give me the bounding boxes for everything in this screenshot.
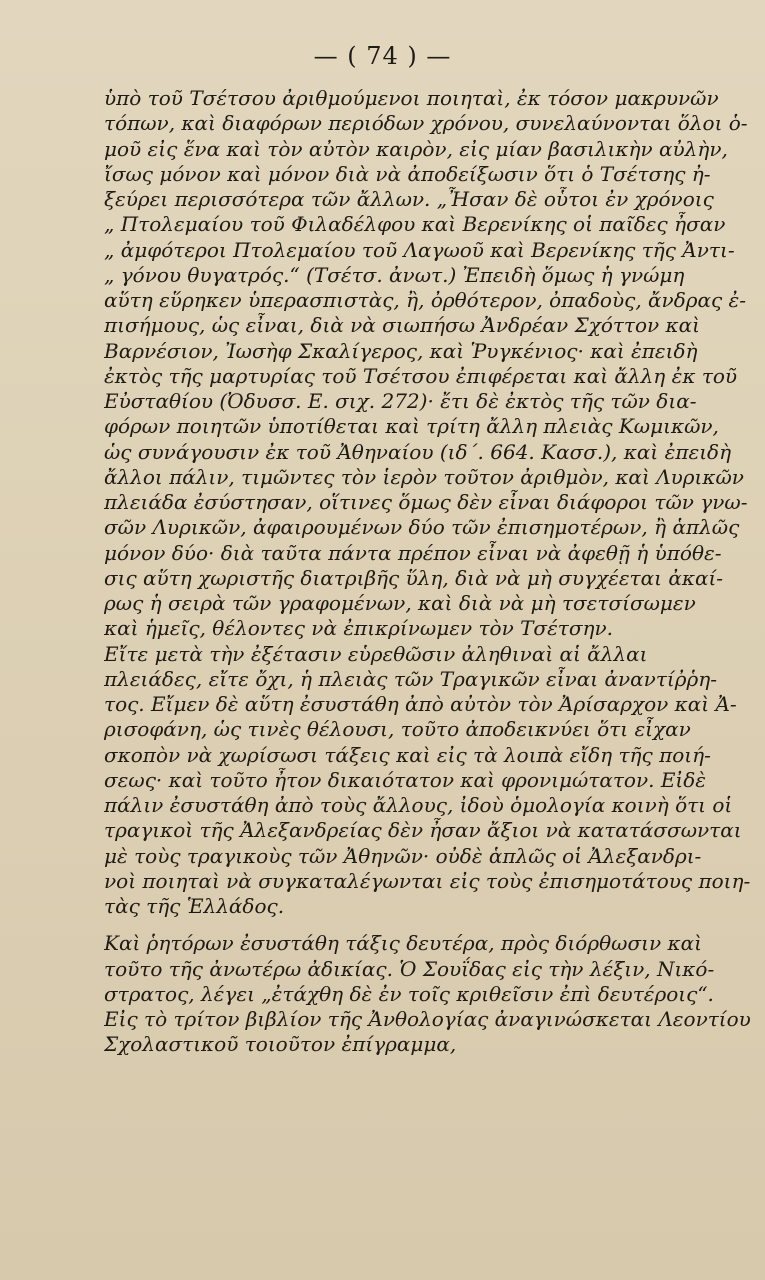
- text-line-21: ρως ἡ σειρὰ τῶν γραφομένων, καὶ διὰ νὰ μὴ τσετσίσωμεν: [104, 591, 696, 615]
- text-line-14: φόρων ποιητῶν ὑποτίθεται καὶ τρίτη ἄλλη πλειὰς Κωμικῶν,: [104, 414, 719, 439]
- text-line-30: τραγικοὶ τῆς Ἀλεξανδρείας δὲν ἦσαν ἄξιοι νὰ κατατάσσωνται: [104, 818, 742, 843]
- text-line-31: μὲ τοὺς τραγικοὺς τῶν Ἀθηνῶν· οὐδὲ ἁπλῶς οἱ Ἀλεξανδρι-: [104, 843, 702, 868]
- text-line-2: τόπων, καὶ διαφόρων περιόδων χρόνου, συνελαύνονται ὅλοι ὁ-: [104, 111, 748, 136]
- text-line-9: αὕτη εὕρηκεν ὑπερασπιστὰς, ἢ, ὀρθότερον, ὀπαδοὺς, ἄνδρας ἐ-: [104, 288, 747, 312]
- text-line-6: „ Πτολεμαίου τοῦ Φιλαδέλφου καὶ Βερενίκης οἱ παῖδες ἦσαν: [104, 212, 726, 237]
- text-line-33: τὰς τῆς Ἑλλάδος.: [104, 894, 285, 918]
- text-line-24: πλειάδες, εἴτε ὄχι, ἡ πλειὰς τῶν Τραγικῶν εἶναι ἀναντίῤῥη-: [104, 666, 717, 691]
- text-line-17: πλειάδα ἐσύστησαν, οἵτινες ὅμως δὲν εἶναι διάφοροι τῶν γνω-: [104, 490, 748, 514]
- text-line-23: Εἴτε μετὰ τὴν ἐξέτασιν εὑρεθῶσιν ἀληθιναὶ αἱ ἄλλαι: [104, 641, 648, 666]
- text-line-34: Καὶ ῥητόρων ἐσυστάθη τάξις δευτέρα, πρὸς διόρθωσιν καὶ: [104, 931, 702, 956]
- text-line-1: ὑπὸ τοῦ Τσέτσου ἀριθμούμενοι ποιηταὶ, ἐκ τόσον μακρυνῶν: [104, 86, 719, 110]
- text-line-12: ἐκτὸς τῆς μαρτυρίας τοῦ Τσέτσου ἐπιφέρεται καὶ ἄλλη ἐκ τοῦ: [104, 363, 738, 388]
- text-line-35: τοῦτο τῆς ἀνωτέρω ἀδικίας. Ὁ Σουΐδας εἰς τὴν λέξιν, Νικό-: [104, 956, 715, 981]
- page-number: — ( 74 ) —: [313, 42, 452, 70]
- text-line-8: „ γόνου θυγατρός.“ (Τσέτσ. ἀνωτ.) Ἐπειδὴ ὅμως ἡ γνώμη: [104, 262, 685, 287]
- text-line-19: μόνον δύο· διὰ ταῦτα πάντα πρέπον εἶναι νὰ ἀφεθῇ ἡ ὑπόθε-: [104, 540, 722, 565]
- text-line-18: σῶν Λυρικῶν, ἀφαιρουμένων δύο τῶν ἐπισημοτέρων, ἢ ἁπλῶς: [104, 515, 740, 540]
- text-line-36: στρατος, λέγει „ἐτάχθη δὲ ἐν τοῖς κριθεῖσιν ἐπὶ δευτέροις“.: [104, 981, 714, 1006]
- text-line-26: ρισοφάνη, ὡς τινὲς θέλουσι, τοῦτο ἀποδεικνύει ὅτι εἶχαν: [104, 717, 691, 742]
- text-line-25: τος. Εἴμεν δὲ αὕτη ἐσυστάθη ἀπὸ αὐτὸν τὸν Ἀρίσαρχον καὶ Ἀ-: [104, 692, 737, 716]
- text-line-5: ξεύρει περισσότερα τῶν ἄλλων. „Ἦσαν δὲ οὗτοι ἐν χρόνοις: [104, 187, 714, 211]
- text-line-15: ὡς συνάγουσιν ἐκ τοῦ Ἀθηναίου (ιδ΄. 664. Κασσ.), καὶ ἐπειδὴ: [104, 439, 732, 464]
- text-line-28: σεως· καὶ τοῦτο ἦτον δικαιότατον καὶ φρονιμώτατον. Εἰδὲ: [104, 767, 707, 792]
- body-text: [104, 86, 754, 1058]
- paragraph-gap: [104, 919, 754, 931]
- text-line-37: Εἰς τὸ τρίτον βιβλίον τῆς Ἀνθολογίας ἀναγινώσκεται Λεοντίου: [104, 1007, 751, 1031]
- text-line-38: Σχολαστικοῦ τοιοῦτον ἐπίγραμμα,: [104, 1032, 457, 1057]
- text-line-7: „ ἀμφότεροι Πτολεμαίου τοῦ Λαγωοῦ καὶ Βερενίκης τῆς Ἀντι-: [104, 237, 735, 262]
- text-line-16: ἄλλοι πάλιν, τιμῶντες τὸν ἱερὸν τοῦτον ἀριθμὸν, καὶ Λυρικῶν: [104, 464, 744, 489]
- text-line-27: σκοπὸν νὰ χωρίσωσι τάξεις καὶ εἰς τὰ λοιπὰ εἴδη τῆς ποιή-: [104, 742, 711, 767]
- text-line-20: σις αὕτη χωριστῆς διατριβῆς ὕλη, διὰ νὰ μὴ συγχέεται ἀκαί-: [104, 565, 724, 590]
- text-line-29: πάλιν ἐσυστάθη ἀπὸ τοὺς ἄλλους, ἰδοὺ ὁμολογία κοινὴ ὅτι οἱ: [104, 793, 733, 817]
- text-line-32: νοὶ ποιηταὶ νὰ συγκαταλέγωνται εἰς τοὺς ἐπισημοτάτους ποιη-: [104, 868, 751, 893]
- text-line-3: μοῦ εἰς ἕνα καὶ τὸν αὐτὸν καιρὸν, εἰς μίαν βασιλικὴν αὐλὴν,: [104, 136, 728, 161]
- text-line-4: ἴσως μόνον καὶ μόνον διὰ νὰ ἀποδείξωσιν ὅτι ὁ Τσέτσης ἠ-: [104, 161, 711, 186]
- text-line-13: Εὐσταθίου (Ὀδυσσ. Ε. σιχ. 272)· ἔτι δὲ ἐκτὸς τῆς τῶν δια-: [104, 389, 697, 413]
- text-line-22: καὶ ἡμεῖς, θέλοντες νὰ ἐπικρίνωμεν τὸν Τσέτσην.: [104, 616, 614, 641]
- text-line-11: Βαρνέσιον, Ἰωσὴφ Σκαλίγερος, καὶ Ῥυγκένιος· καὶ ἐπειδὴ: [104, 338, 698, 363]
- text-line-10: πισήμους, ὡς εἶναι, διὰ νὰ σιωπήσω Ἀνδρέαν Σχόττον καὶ: [104, 313, 701, 338]
